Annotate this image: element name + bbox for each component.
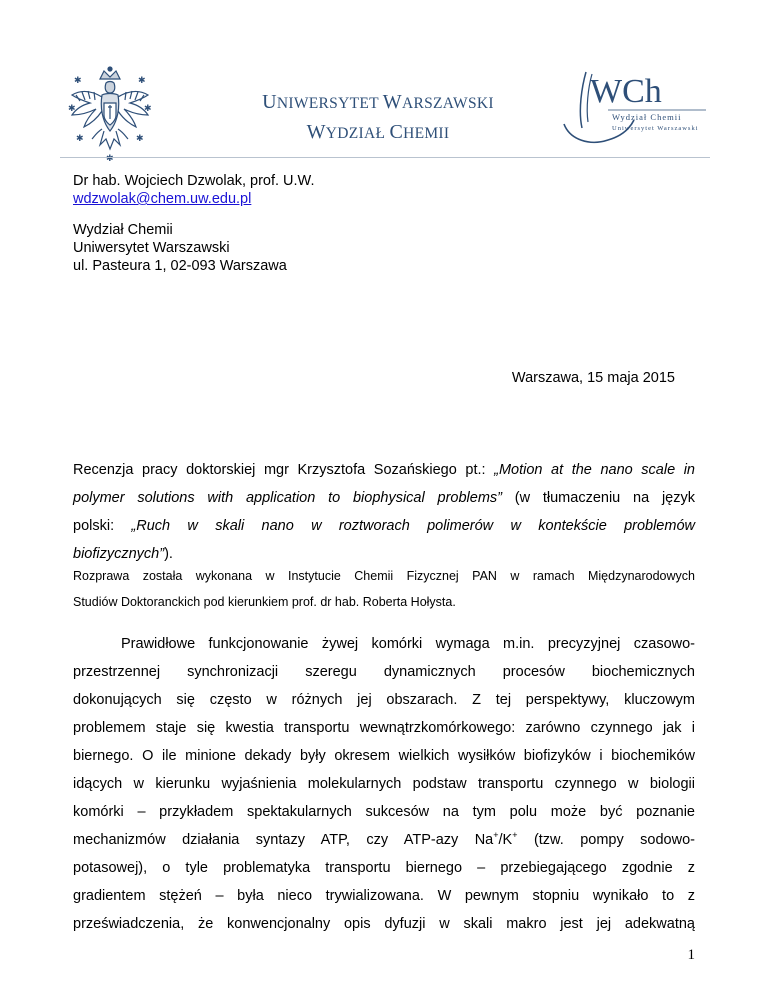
- svg-text:✱: ✱: [74, 76, 82, 86]
- svg-text:✱: ✱: [76, 134, 84, 144]
- header-divider: [60, 157, 710, 158]
- body-line: komórki – przykładem spektakularnych sukcesów na tym polu może być poznanie: [73, 804, 695, 820]
- note-line: Rozprawa została wykonana w Instytucie Chemii Fizycznej PAN w ramach Międzynarodowych: [73, 569, 695, 583]
- body-paragraph: [73, 630, 695, 938]
- university-name: [188, 88, 568, 148]
- body-line: przestrzennej synchronizacji szeregu dynamicznych procesów biochemicznych: [73, 664, 695, 680]
- review-title-line: Recenzja pracy doktorskiej mgr Krzysztofa Sozańskiego pt.: „Motion at the nano scale in: [73, 462, 695, 478]
- address-line-3: ul. Pasteura 1, 02-093 Warszawa: [73, 258, 287, 274]
- body-line: dokonujących się często w różnych jej obszarach. Z tej perspektywy, kluczowym: [73, 692, 695, 708]
- review-title-line: polski: „Ruch w skali nano w roztworach polimerów w kontekście problemów: [73, 518, 695, 534]
- page-number: 1: [687, 947, 695, 963]
- body-line: potasowej), o tyle problematyka transportu biernego – przebiegającego zgodnie z: [73, 860, 695, 876]
- logo-mark: WCh: [590, 73, 662, 110]
- body-line: biernego. O ile minione dekady były okresem wielkich wysiłków biofizyków i biochemików: [73, 748, 695, 764]
- svg-text:✱: ✱: [144, 104, 152, 114]
- logo-subtitle-1: Wydział Chemii: [612, 112, 682, 122]
- body-line: mechanizmów działania syntazy ATP, czy ATP-azy Na+/K+ (tzw. pompy sodowo-: [73, 830, 695, 848]
- review-title-line: polymer solutions with application to biophysical problems” (w tłumaczeniu na język: [73, 490, 695, 506]
- logo-subtitle-2: Uniwersytet Warszawski: [612, 125, 699, 132]
- review-title: [73, 456, 695, 568]
- university-eagle-emblem: [66, 65, 154, 161]
- faculty-logo: [560, 66, 710, 148]
- body-line: problemem staje się kwestia transportu wewnątrzkomórkowego: zarówno czynnego jak i: [73, 720, 695, 736]
- note-line: Studiów Doktoranckich pod kierunkiem prof. dr hab. Roberta Hołysta.: [73, 595, 456, 609]
- svg-text:✱: ✱: [138, 76, 146, 86]
- author-email-link[interactable]: wdzwolak@chem.uw.edu.pl: [73, 191, 252, 207]
- author-name: Dr hab. Wojciech Dzwolak, prof. U.W.: [73, 173, 315, 189]
- body-line: idących w kierunku wyjaśnienia molekularnych podstaw transportu czynnego w biologii: [73, 776, 695, 792]
- faculty-line: WYDZIAŁ CHEMII: [306, 121, 450, 143]
- body-line: Prawidłowe funkcjonowanie żywej komórki wymaga m.in. precyzyjnej czasowo-: [121, 636, 695, 652]
- svg-text:✱: ✱: [68, 104, 76, 114]
- university-line: UNIWERSYTET WARSZAWSKI: [262, 91, 494, 113]
- body-line: przeświadczenia, że konwencjonalny opis dyfuzji w skali makro jest jej adekwatną: [73, 916, 695, 932]
- address-line-2: Uniwersytet Warszawski: [73, 240, 230, 256]
- supervision-note: [73, 563, 695, 615]
- body-line: gradientem stężeń – była nieco trywializowana. W pewnym stopniu wynikało to z: [73, 888, 695, 904]
- svg-text:✱: ✱: [136, 134, 144, 144]
- letter-date: Warszawa, 15 maja 2015: [511, 370, 675, 386]
- address-line-1: Wydział Chemii: [73, 222, 173, 238]
- review-title-line: biofizycznych”).: [73, 546, 173, 562]
